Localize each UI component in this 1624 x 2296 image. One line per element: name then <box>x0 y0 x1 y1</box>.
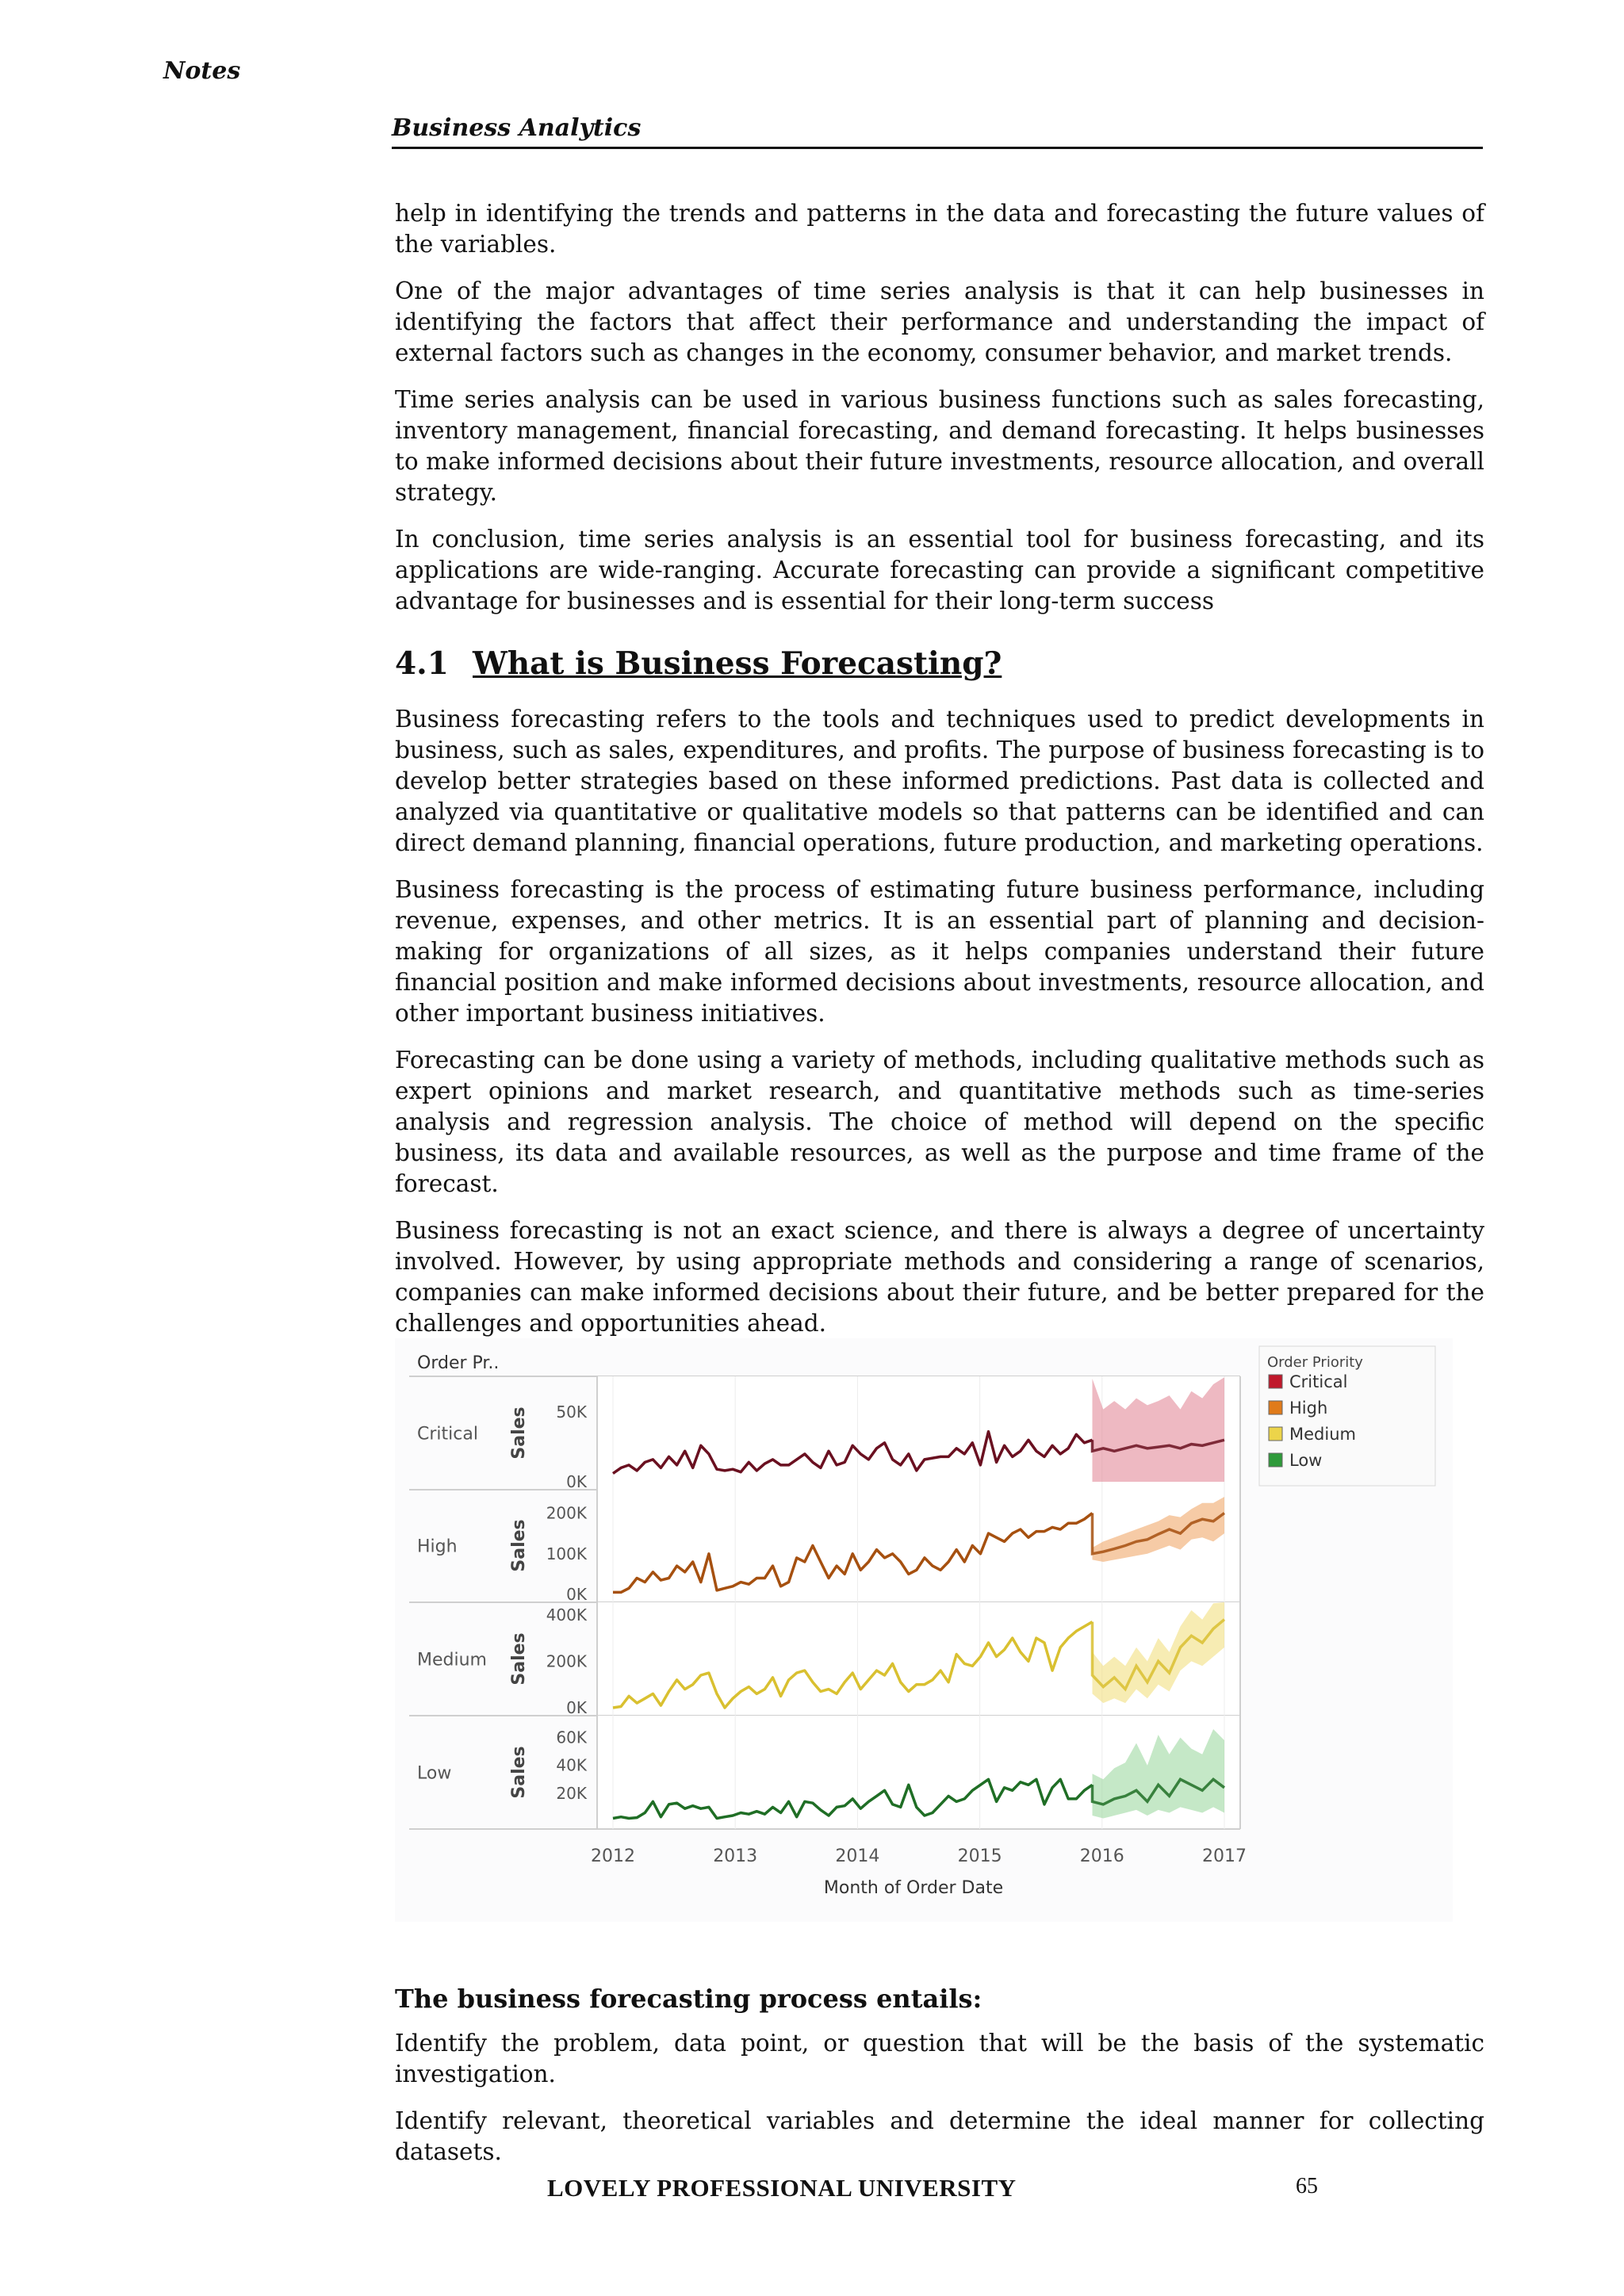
y-tick-label: 0K <box>566 1472 587 1491</box>
section-text <box>395 704 1484 1355</box>
forecast-chart <box>395 1338 1453 1922</box>
process-list <box>395 2028 1484 2183</box>
page-number: 65 <box>1296 2174 1318 2198</box>
y-tick-label: 100K <box>546 1544 587 1563</box>
y-tick-label: 50K <box>556 1402 587 1422</box>
section-number: 4.1 <box>395 645 449 682</box>
y-tick-label: 0K <box>566 1585 587 1604</box>
y-tick-label: 20K <box>556 1783 587 1803</box>
intro-paragraph: Time series analysis can be used in various business functions such as sales forecasting, inventory management, financial forecasting, and demand forecasting. It helps businesses to make informed decisions about their future investments, resource allocation, and overall strategy. <box>395 386 1484 506</box>
legend-swatch <box>1269 1375 1282 1388</box>
intro-paragraph: help in identifying the trends and patterns in the data and forecasting the future values of the variables. <box>395 200 1484 258</box>
y-tick-label: 60K <box>556 1728 587 1747</box>
y-axis-label: Sales <box>509 1406 529 1460</box>
y-tick-label: 400K <box>546 1605 587 1624</box>
chart-legend <box>1259 1346 1435 1486</box>
panel-label: Low <box>417 1763 452 1784</box>
process-item: Identify the problem, data point, or question that will be the basis of the systematic investigation. <box>395 2030 1484 2087</box>
legend-swatch <box>1269 1453 1282 1467</box>
y-axis-label: Sales <box>509 1746 529 1799</box>
x-tick-label: 2014 <box>835 1846 880 1866</box>
process-item: Identify relevant, theoretical variables and determine the ideal manner for collecting datasets. <box>395 2107 1484 2165</box>
section-paragraph: Business forecasting refers to the tools and techniques used to predict developments in business, such as sales, expenditures, and profits. The purpose of business forecasting is to develop better strategies based on these informed predictions. Past data is collected and analyzed via quantitative or qualitative models so that patterns can be identified and can direct demand planning, financial operations, future production, and marketing operations. <box>395 706 1484 856</box>
legend-entry-label: Low <box>1289 1451 1323 1470</box>
y-tick-label: 40K <box>556 1755 587 1775</box>
section-paragraph: Business forecasting is the process of estimating future business performance, including revenue, expenses, and other metrics. It is an essential part of planning and decision-making for organizations of all sizes, as it helps companies understand their future financial position and make informed decisions about investments, resource allocation, and other important business initiatives. <box>395 876 1484 1027</box>
x-tick-label: 2016 <box>1079 1846 1124 1866</box>
section-paragraph: Forecasting can be done using a variety of methods, including qualitative methods such as expert opinions and market research, and quantitative methods such as time-series analysis and regression analysis. The choice of method will depend on the specific business, its data and available resources, as well as the purpose and time frame of the forecast. <box>395 1047 1484 1197</box>
panel-label: Critical <box>417 1424 478 1445</box>
notes-label: Notes <box>163 57 241 85</box>
y-tick-label: 200K <box>546 1651 587 1671</box>
legend-swatch <box>1269 1427 1282 1441</box>
intro-paragraph: In conclusion, time series analysis is an essential tool for business forecasting, and its applications are wide-ranging. Accurate forecasting can provide a significant competitive advantage for businesses and is essential for their long-term success <box>395 526 1484 614</box>
legend-entry-label: Medium <box>1289 1425 1356 1444</box>
y-axis-label: Sales <box>509 1632 529 1686</box>
legend-swatch <box>1269 1401 1282 1414</box>
y-axis-label: Sales <box>509 1519 529 1572</box>
x-tick-label: 2017 <box>1202 1846 1247 1866</box>
y-tick-label: 0K <box>566 1698 587 1717</box>
panel-label: Medium <box>417 1650 487 1670</box>
legend-entry-label: High <box>1289 1399 1328 1418</box>
panel-label: High <box>417 1536 458 1557</box>
forecast-chart-svg <box>395 1338 1453 1922</box>
intro-text <box>395 198 1484 633</box>
x-tick-label: 2013 <box>713 1846 758 1866</box>
legend-title: Order Priority <box>1267 1354 1363 1371</box>
x-axis-label: Month of Order Date <box>823 1878 1004 1898</box>
legend-entry-label: Critical <box>1289 1372 1348 1391</box>
section-paragraph: Business forecasting is not an exact science, and there is always a degree of uncertainty involved. However, by using appropriate methods and considering a range of scenarios, companies can make informed decisions about their future, and be better prepared for the challenges and opportunities ahead. <box>395 1217 1484 1337</box>
process-heading: The business forecasting process entails: <box>395 1984 982 2014</box>
section-heading <box>395 645 1002 682</box>
running-header: Business Analytics <box>392 114 1483 149</box>
intro-paragraph: One of the major advantages of time series analysis is that it can help businesses in identifying the factors that affect their performance and understanding the impact of external factors such as changes in the economy, consumer behavior, and market trends. <box>395 277 1484 366</box>
y-tick-label: 200K <box>546 1503 587 1523</box>
chart-title: Order Pr.. <box>417 1353 500 1373</box>
x-tick-label: 2012 <box>591 1846 635 1866</box>
section-title: What is Business Forecasting? <box>473 645 1002 682</box>
x-tick-label: 2015 <box>957 1846 1002 1866</box>
footer-university: LOVELY PROFESSIONAL UNIVERSITY <box>547 2174 1017 2202</box>
